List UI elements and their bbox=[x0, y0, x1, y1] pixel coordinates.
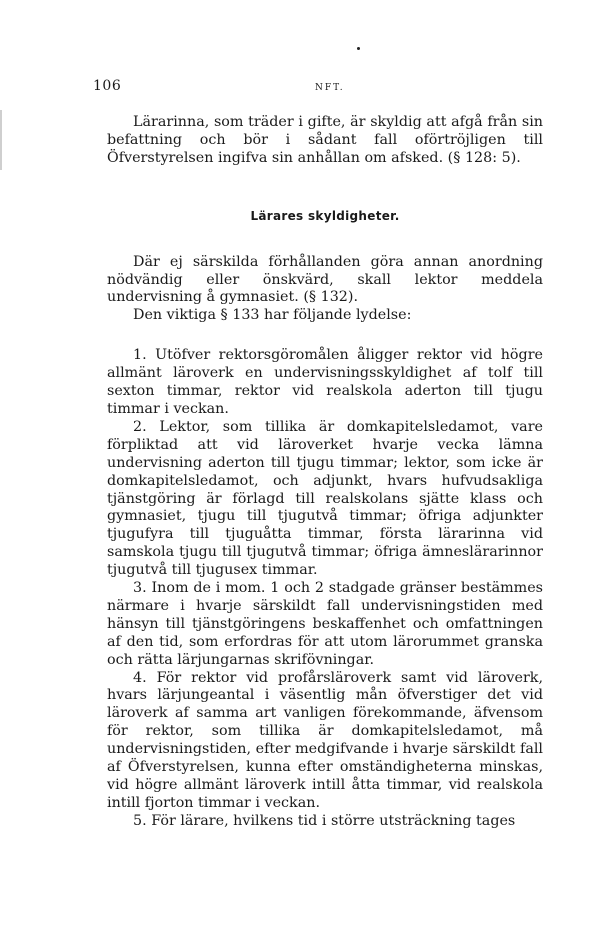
paragraph-gap bbox=[107, 325, 543, 347]
item-3 bbox=[107, 580, 543, 670]
item-4-text: För rektor vid profårsläroverk samt vid läroverk, hvars lärjungeantal i väsentlig mån öfverstiger det vid läroverk af samma art vanligen förekommande, äfvensom för rektor, som tillika är domkapitelsledamot, må undervisningstiden, efter medgifvande i hvarje särskildt fall af Öfverstyrelsen, kunna efter omständigheterna minskas, vid högre allmänt läroverk intill åtta timmar, vid realskola intill fjorton timmar i veckan. bbox=[107, 669, 544, 811]
item-4-number: 4. bbox=[133, 669, 147, 686]
section-heading: Lärares skyldigheter. bbox=[250, 208, 400, 223]
intro-paragraph: Lärarinna, som träder i gifte, är skyldig att afgå från sin befattning och bör i sådant fall oförtröjligen till Öfverstyrelsen ingifva sin anhållan om afsked. (§ 128: 5). bbox=[107, 114, 543, 166]
item-3-text: Inom de i mom. 1 och 2 stadgade gränser bestämmes närmare i hvarje särskildt fall undervisningstiden med hänsyn till tjänstgöringens beskaffenhet och omfattningen af den tid, som erfordras för att utom lärorummet granska och rätta lärjungarnas skrifövningar. bbox=[107, 580, 544, 668]
item-2-text: Lektor, som tillika är domkapitelsledamot, vare förpliktad att vid läroverket hvarje vecka lämna undervisning aderton till tjugu timmar; lektor, som icke är domkapitelsledamot, och adjunkt, hvars hufvudsakliga tjänstgöring är förlagd till realskolans sjätte klass och gymnasiet, tjugu till tjugutvå timmar; öfriga adjunkter tjugufyra till tjuguåtta timmar, första lärarinna vid samskola tjugu till tjugutvå timmar; öfriga ämneslärarinnor tjugutvå till tjugusex timmar. bbox=[107, 418, 543, 579]
binding-edge bbox=[0, 110, 5, 170]
page-number: 106 bbox=[93, 78, 122, 94]
item-3-number: 3. bbox=[133, 580, 147, 597]
section-paragraph-1: Där ej särskilda förhållanden göra annan anordning nödvändig eller önskvärd, skall lektor meddela undervisning å gymnasiet. (§ 132). bbox=[107, 253, 543, 306]
item-5-number: 5. bbox=[133, 812, 147, 829]
item-1-text: Utöfver rektorsgöromålen åligger rektor vid högre allmänt läroverk en undervisningsskyldighet af tolf till sexton timmar, rektor vid realskola aderton till tjugu timmar i veckan. bbox=[107, 347, 543, 417]
section-paragraph-2: Den viktiga § 133 har följande lydelse: bbox=[133, 307, 412, 324]
item-1-number: 1. bbox=[133, 347, 147, 364]
running-head: NFT. bbox=[315, 83, 345, 93]
item-4 bbox=[107, 670, 543, 813]
page-header bbox=[93, 78, 543, 98]
item-1 bbox=[107, 347, 543, 419]
ink-speck bbox=[357, 47, 360, 50]
item-2-number: 2. bbox=[133, 418, 147, 435]
item-5 bbox=[107, 813, 543, 831]
body-text bbox=[107, 114, 543, 831]
item-5-text: För lärare, hvilkens tid i större utsträckning tages bbox=[151, 812, 516, 829]
item-2 bbox=[107, 419, 543, 580]
